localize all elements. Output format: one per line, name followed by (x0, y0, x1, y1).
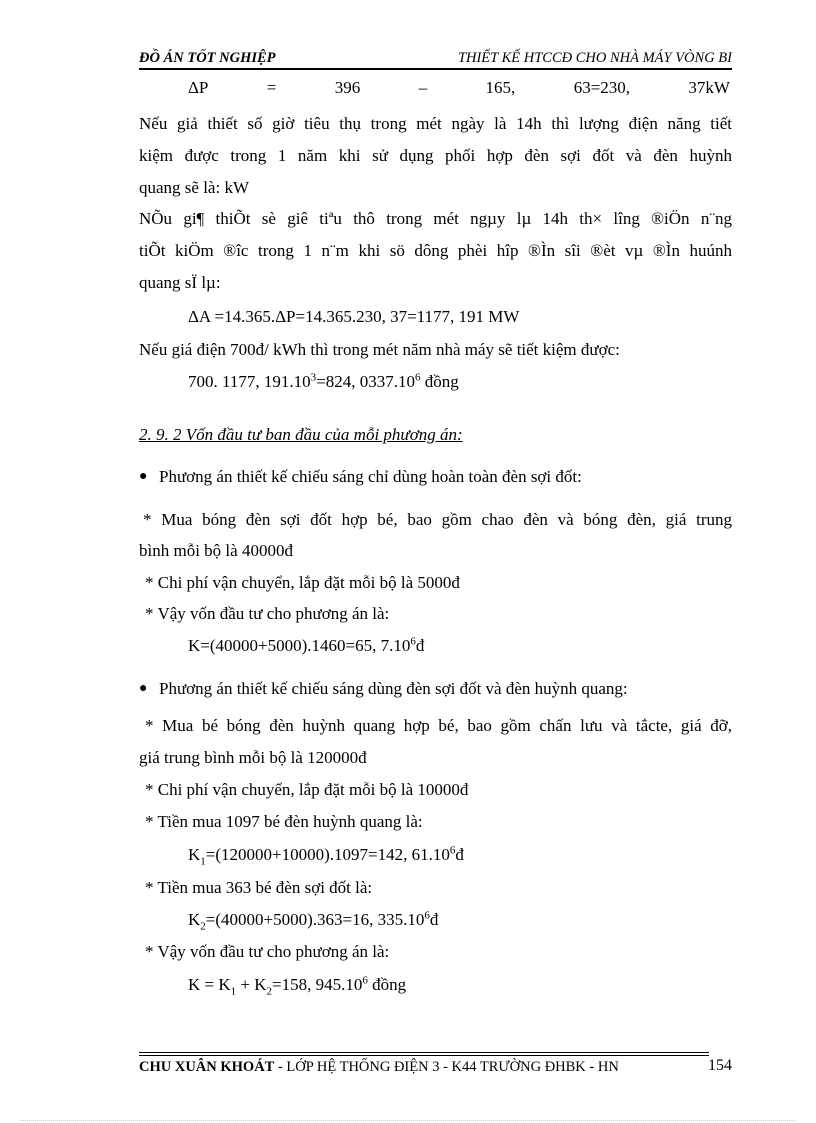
option2-invest: * Vậy vốn đầu tư cho phương án là: (145, 942, 390, 961)
delta-p-equals: = (266, 78, 277, 97)
option1-buy-line-2: bình mỗi bộ là 40000đ (139, 541, 293, 560)
para2-line-2: tiÕt kiÖm ®îc trong 1 n¨m khi sö dông phèi hîp ®Ìn sîi ®èt vµ ®Ìn huúnh (139, 241, 732, 260)
page-edge-dots (20, 1120, 796, 1121)
bullet-icon: ● (139, 681, 148, 696)
footer-author: CHU XUÂN KHOÁT (139, 1059, 275, 1075)
page-footer (139, 1058, 732, 1076)
price-line: Nếu giá điện 700đ/ kWh thì trong mét năm nhà máy sẽ tiết kiệm được: (139, 340, 620, 359)
section-title: 2. 9. 2 Vốn đầu tư ban đầu của mỗi phương án: (139, 425, 463, 444)
para1-line-1: Nếu giả thiết số giờ tiêu thụ trong mét ngày là 14h thì lượng điện năng tiết (139, 114, 732, 133)
option2-transport: * Chi phí vận chuyển, lắp đặt mỗi bộ là 10000đ (145, 780, 469, 799)
option1-transport: * Chi phí vận chuyển, lắp đặt mỗi bộ là 5000đ (145, 573, 460, 592)
header-left: ĐỒ ÁN TỐT NGHIỆP (139, 50, 276, 66)
para1-line-3: quang sẽ là: kW (139, 178, 249, 197)
para2-line-1: NÕu gi¶ thiÕt sè giê tiªu thô trong mét ngµy lµ 14h th× lîng ®iÖn n¨ng (139, 209, 732, 228)
option1-k-formula: K=(40000+5000).1460=65, 7.10$^6$đ (188, 635, 425, 655)
para2-line-3: quang sÏ lµ: (139, 273, 221, 292)
footer-rule-top (139, 1052, 709, 1053)
page-header (139, 48, 732, 70)
option1-title: Phương án thiết kế chiếu sáng chỉ dùng hoàn toàn đèn sợi đốt: (159, 467, 582, 486)
option1-invest: * Vậy vốn đầu tư cho phương án là: (145, 604, 390, 623)
delta-p-value-3: 63=230, (573, 78, 631, 97)
delta-p-value-1: 396 (334, 78, 361, 97)
delta-p-line (188, 78, 730, 98)
delta-a-formula: ΔA =14.365.ΔP=14.365.230, 37=1177, 191 MW (188, 307, 520, 326)
bullet-icon: ● (139, 469, 148, 484)
option1-buy-line-1: * Mua bóng đèn sợi đốt hợp bé, bao gồm chao đèn và bóng đèn, giá trung (143, 510, 732, 529)
header-right: THIẾT KẾ HTCCĐ CHO NHÀ MÁY VÒNG BI (457, 50, 732, 66)
option2-k-total: $K = K_1 + K_2=158$, 945.10$^6$ đồng (188, 974, 407, 998)
option2-title: Phương án thiết kế chiếu sáng dùng đèn sợi đốt và đèn huỳnh quang: (159, 679, 628, 698)
para1-line-2: kiệm được trong 1 năm khi sử dụng phối hợp đèn sợi đốt và đèn huỳnh (139, 146, 732, 165)
option2-k2-formula: $K_2=(40000+5000).363=16$, 335.10$^6$đ (188, 909, 439, 933)
option2-buy-line-1: * Mua bé bóng đèn huỳnh quang hợp bé, bao gồm chấn lưu và tắcte, giá đỡ, (145, 716, 732, 735)
footer-class: - LỚP HỆ THỐNG ĐIỆN 3 - K44 TRƯỜNG ĐHBK - HN (274, 1059, 619, 1075)
delta-p-minus: – (418, 78, 428, 97)
option2-k1-formula: $K_1=(120000+10000).1097=142$, 61.10$^6$đ (188, 844, 464, 868)
savings-formula: 700. 1177, $191.10^3=824$, 0337.10$^6$ đồng (188, 371, 459, 391)
footer-rule-bottom (139, 1055, 709, 1056)
option2-buy-incandescent: * Tiền mua 363 bé đèn sợi đốt là: (145, 878, 373, 897)
option2-buy-line-2: giá trung bình mỗi bộ là 120000đ (139, 748, 367, 767)
delta-p-value-2: 165, (485, 78, 516, 97)
page-number: 154 (708, 1057, 732, 1074)
delta-p-symbol: ΔP (188, 78, 209, 97)
option2-buy-fluorescent: * Tiền mua 1097 bé đèn huỳnh quang là: (145, 812, 423, 831)
delta-p-result: 37kW (688, 78, 730, 97)
